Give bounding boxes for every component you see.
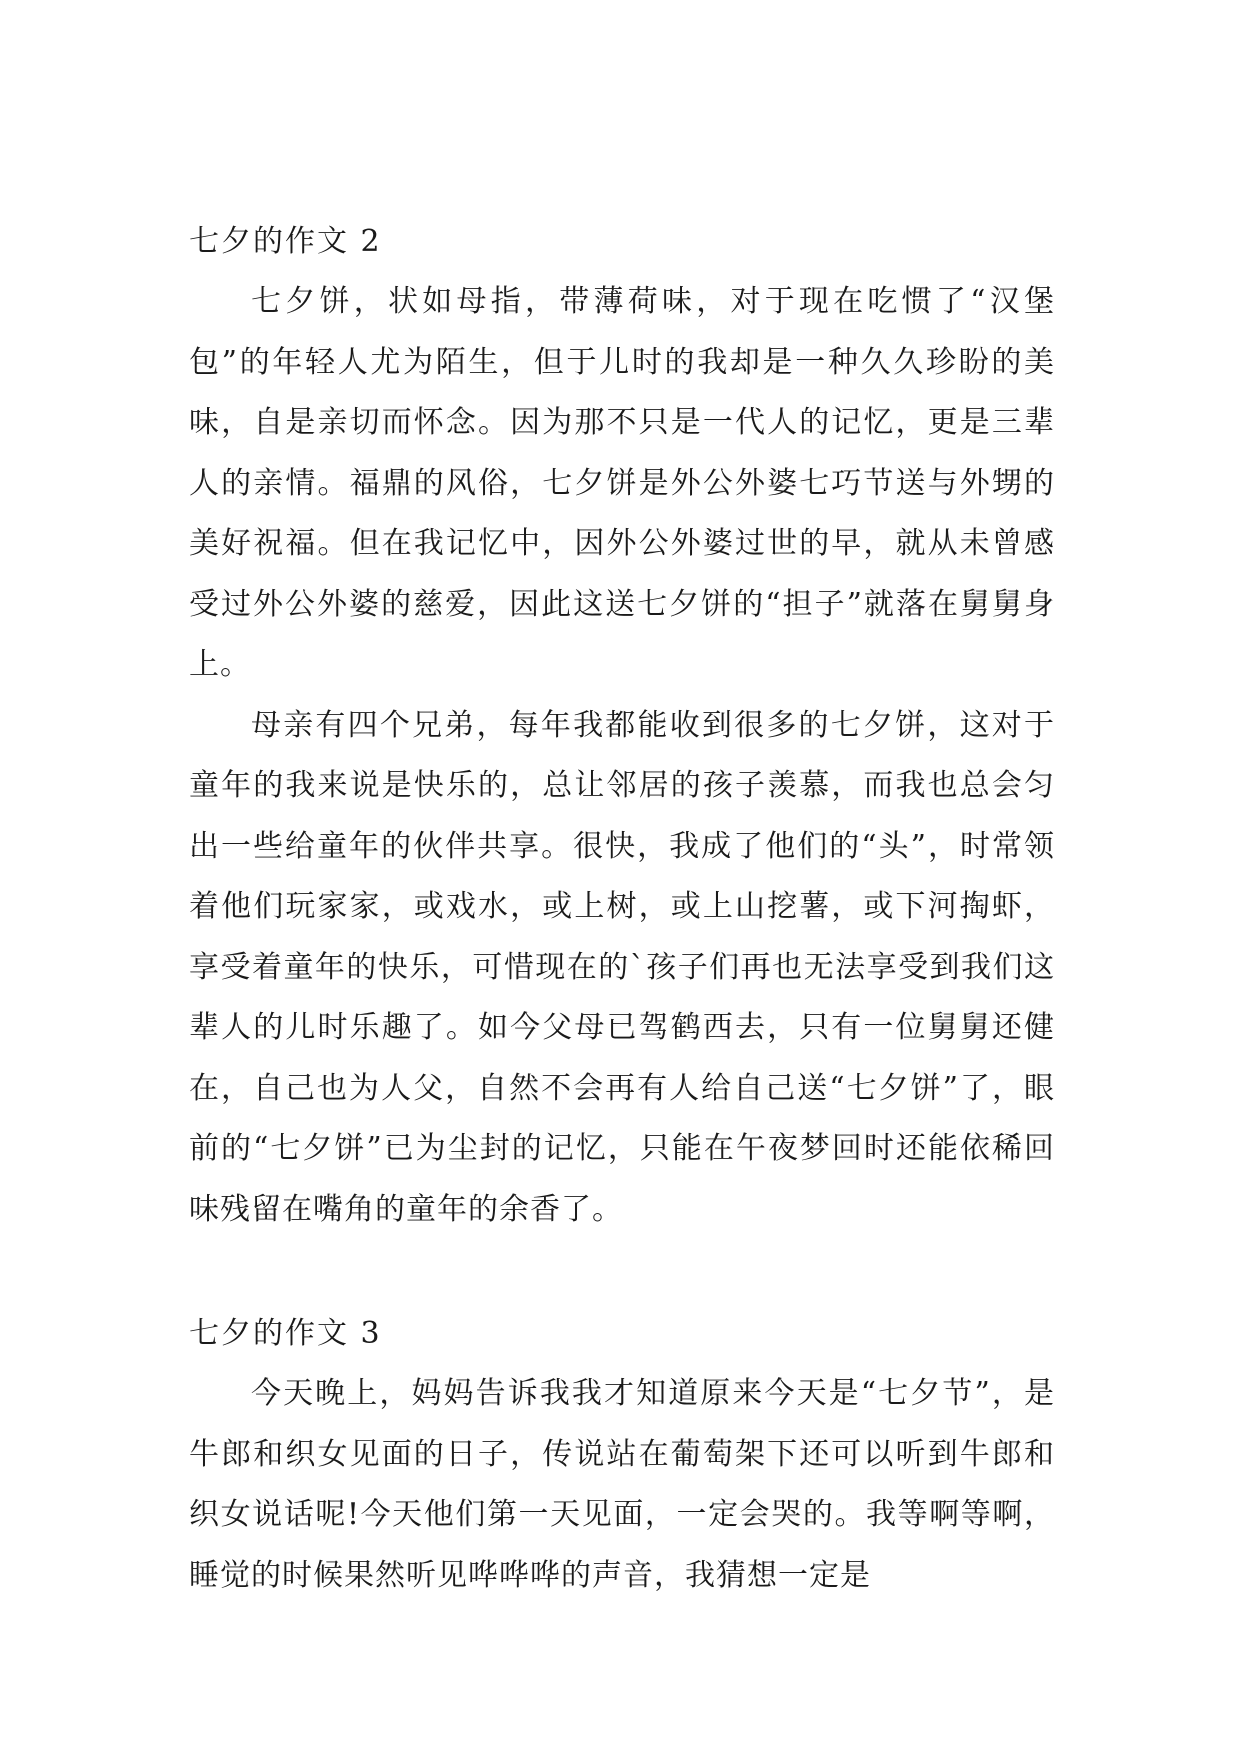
section-title: 七夕的作文 2 xyxy=(189,224,382,259)
paragraph: 母亲有四个兄弟，每年我都能收到很多的七夕饼，这对于童年的我来说是快乐的，总让邻居的孩子羡慕，而我也总会匀出一些给童年的伙伴共享。很快，我成了他们的“头”，时常领着他们玩家家，或戏水，或上树，或上山挖薯，或下河掏虾，享受着童年的快乐，可惜现在的`孩子们再也无法享受到我们这辈人的儿时乐趣了。如今父母已驾鹤西去，只有一位舅舅还健在，自己也为人父，自然不会再有人给自己送“七夕饼”了，眼前的“七夕饼”已为尘封的记忆，只能在午夜梦回时还能依稀回味残留在嘴角的童年的余香了。 xyxy=(189,707,1055,1227)
section-gap xyxy=(189,1240,1055,1304)
paragraph: 今天晚上，妈妈告诉我我才知道原来今天是“七夕节”，是牛郎和织女见面的日子，传说站在葡萄架下还可以听到牛郎和织女说话呢!今天他们第一天见面，一定会哭的。我等啊等啊，睡觉的时候果然听见哗哗哗的声音，我猜想一定是 xyxy=(189,1376,1055,1593)
paragraph: 七夕饼，状如母指，带薄荷味，对于现在吃惯了“汉堡包”的年轻人尤为陌生，但于儿时的我却是一种久久珍盼的美味，自是亲切而怀念。因为那不只是一代人的记忆，更是三辈人的亲情。福鼎的风俗，七夕饼是外公外婆七巧节送与外甥的美好祝福。但在我记忆中，因外公外婆过世的早，就从未曾感受过外公外婆的慈爱，因此这送七夕饼的“担子”就落在舅舅身上。 xyxy=(189,284,1055,682)
document-body xyxy=(189,212,1055,1606)
section-title: 七夕的作文 3 xyxy=(189,1316,382,1351)
